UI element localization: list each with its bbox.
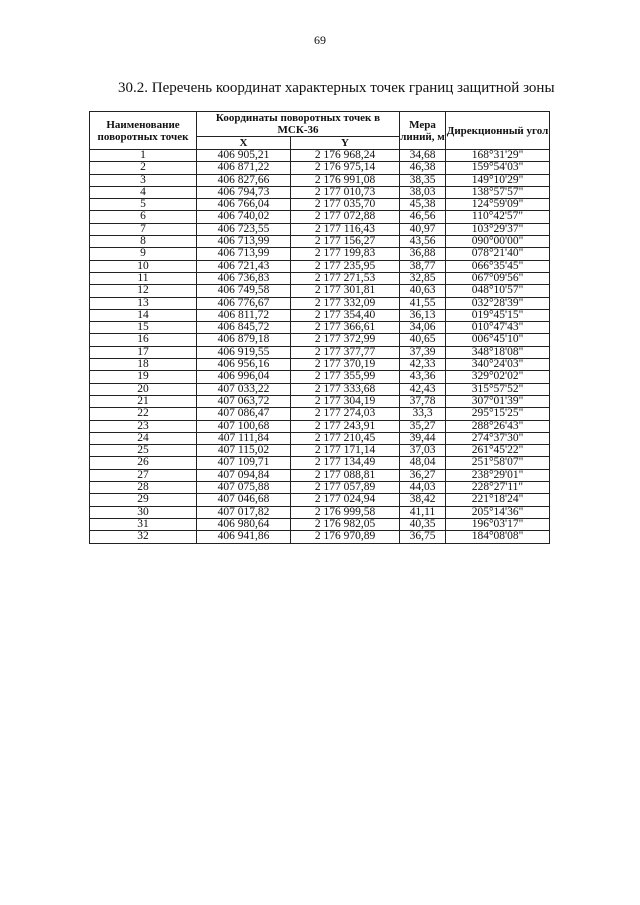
point-number-cell: 29 (90, 494, 197, 506)
x-coordinate-cell: 406 845,72 (197, 322, 291, 334)
y-coordinate-cell: 2 176 975,14 (291, 162, 400, 174)
table-row (90, 457, 550, 469)
direction-angle-cell: 138°57'57" (446, 186, 550, 198)
x-coordinate-cell: 407 063,72 (197, 395, 291, 407)
x-coordinate-cell: 407 111,84 (197, 432, 291, 444)
table-row (90, 420, 550, 432)
direction-angle-cell: 307°01'39" (446, 395, 550, 407)
x-coordinate-cell: 406 996,04 (197, 371, 291, 383)
direction-angle-cell: 315°57'52" (446, 383, 550, 395)
x-coordinate-cell: 407 115,02 (197, 445, 291, 457)
direction-angle-cell: 006°45'10" (446, 334, 550, 346)
x-coordinate-cell: 406 713,99 (197, 236, 291, 248)
direction-angle-cell: 010°47'43" (446, 322, 550, 334)
x-coordinate-cell: 406 905,21 (197, 150, 291, 162)
x-coordinate-cell: 406 794,73 (197, 186, 291, 198)
x-coordinate-cell: 406 956,16 (197, 359, 291, 371)
y-coordinate-cell: 2 177 301,81 (291, 285, 400, 297)
y-coordinate-cell: 2 177 024,94 (291, 494, 400, 506)
x-coordinate-cell: 406 776,67 (197, 297, 291, 309)
y-coordinate-cell: 2 177 271,53 (291, 272, 400, 284)
table-body (90, 150, 550, 544)
direction-angle-cell: 078°21'40" (446, 248, 550, 260)
y-coordinate-cell: 2 176 999,58 (291, 506, 400, 518)
direction-angle-cell: 340°24'03" (446, 359, 550, 371)
direction-angle-cell: 149°10'29" (446, 174, 550, 186)
direction-angle-cell: 110°42'57" (446, 211, 550, 223)
direction-angle-cell: 329°02'02" (446, 371, 550, 383)
x-coordinate-cell: 407 100,68 (197, 420, 291, 432)
point-number-cell: 14 (90, 309, 197, 321)
point-number-cell: 22 (90, 408, 197, 420)
table-row (90, 346, 550, 358)
y-coordinate-cell: 2 177 243,91 (291, 420, 400, 432)
table-row (90, 322, 550, 334)
direction-angle-cell: 274°37'30" (446, 432, 550, 444)
x-coordinate-cell: 406 941,86 (197, 531, 291, 543)
point-number-cell: 15 (90, 322, 197, 334)
y-coordinate-cell: 2 176 970,89 (291, 531, 400, 543)
coordinates-table (89, 111, 550, 544)
point-number-cell: 2 (90, 162, 197, 174)
direction-angle-cell: 205°14'36" (446, 506, 550, 518)
x-coordinate-cell: 406 919,55 (197, 346, 291, 358)
y-coordinate-cell: 2 177 354,40 (291, 309, 400, 321)
line-length-cell: 42,43 (400, 383, 446, 395)
point-number-cell: 30 (90, 506, 197, 518)
line-length-cell: 38,03 (400, 186, 446, 198)
table-row (90, 383, 550, 395)
direction-angle-cell: 251°58'07" (446, 457, 550, 469)
direction-angle-cell: 238°29'01" (446, 469, 550, 481)
y-coordinate-cell: 2 177 199,83 (291, 248, 400, 260)
point-number-cell: 20 (90, 383, 197, 395)
table-row (90, 199, 550, 211)
direction-angle-cell: 090°00'00" (446, 236, 550, 248)
line-length-cell: 38,77 (400, 260, 446, 272)
point-number-cell: 17 (90, 346, 197, 358)
x-coordinate-cell: 407 094,84 (197, 469, 291, 481)
x-coordinate-cell: 406 766,04 (197, 199, 291, 211)
x-coordinate-cell: 406 871,22 (197, 162, 291, 174)
y-coordinate-cell: 2 177 210,45 (291, 432, 400, 444)
point-number-cell: 21 (90, 395, 197, 407)
table-row (90, 334, 550, 346)
direction-angle-cell: 288°26'43" (446, 420, 550, 432)
y-coordinate-cell: 2 177 088,81 (291, 469, 400, 481)
table-row (90, 186, 550, 198)
header-y: Y (291, 137, 400, 150)
line-length-cell: 36,75 (400, 531, 446, 543)
line-length-cell: 48,04 (400, 457, 446, 469)
point-number-cell: 5 (90, 199, 197, 211)
x-coordinate-cell: 406 980,64 (197, 518, 291, 530)
line-length-cell: 40,97 (400, 223, 446, 235)
x-coordinate-cell: 407 086,47 (197, 408, 291, 420)
x-coordinate-cell: 406 713,99 (197, 248, 291, 260)
line-length-cell: 40,63 (400, 285, 446, 297)
line-length-cell: 41,11 (400, 506, 446, 518)
direction-angle-cell: 103°29'37" (446, 223, 550, 235)
direction-angle-cell: 228°27'11" (446, 482, 550, 494)
point-number-cell: 8 (90, 236, 197, 248)
x-coordinate-cell: 406 879,18 (197, 334, 291, 346)
table-row (90, 506, 550, 518)
y-coordinate-cell: 2 177 035,70 (291, 199, 400, 211)
y-coordinate-cell: 2 177 010,73 (291, 186, 400, 198)
point-number-cell: 6 (90, 211, 197, 223)
point-number-cell: 3 (90, 174, 197, 186)
table-row (90, 531, 550, 543)
table-row (90, 272, 550, 284)
table-row (90, 260, 550, 272)
direction-angle-cell: 159°54'03" (446, 162, 550, 174)
line-length-cell: 43,56 (400, 236, 446, 248)
point-number-cell: 10 (90, 260, 197, 272)
direction-angle-cell: 348°18'08" (446, 346, 550, 358)
line-length-cell: 39,44 (400, 432, 446, 444)
table-row (90, 162, 550, 174)
table-row (90, 371, 550, 383)
y-coordinate-cell: 2 177 134,49 (291, 457, 400, 469)
y-coordinate-cell: 2 176 982,05 (291, 518, 400, 530)
table-row (90, 359, 550, 371)
table-row (90, 297, 550, 309)
x-coordinate-cell: 406 721,43 (197, 260, 291, 272)
table-row (90, 518, 550, 530)
line-length-cell: 34,68 (400, 150, 446, 162)
line-length-cell: 36,27 (400, 469, 446, 481)
direction-angle-cell: 221°18'24" (446, 494, 550, 506)
direction-angle-cell: 261°45'22" (446, 445, 550, 457)
point-number-cell: 13 (90, 297, 197, 309)
line-length-cell: 33,3 (400, 408, 446, 420)
point-number-cell: 26 (90, 457, 197, 469)
y-coordinate-cell: 2 177 370,19 (291, 359, 400, 371)
y-coordinate-cell: 2 176 991,08 (291, 174, 400, 186)
point-number-cell: 4 (90, 186, 197, 198)
line-length-cell: 45,38 (400, 199, 446, 211)
line-length-cell: 44,03 (400, 482, 446, 494)
header-x: X (197, 137, 291, 150)
direction-angle-cell: 066°35'45" (446, 260, 550, 272)
point-number-cell: 25 (90, 445, 197, 457)
point-number-cell: 19 (90, 371, 197, 383)
point-number-cell: 23 (90, 420, 197, 432)
direction-angle-cell: 048°10'57" (446, 285, 550, 297)
header-direction-angle: Дирекционный угол (446, 112, 550, 150)
x-coordinate-cell: 407 075,88 (197, 482, 291, 494)
direction-angle-cell: 168°31'29" (446, 150, 550, 162)
direction-angle-cell: 067°09'56" (446, 272, 550, 284)
y-coordinate-cell: 2 177 057,89 (291, 482, 400, 494)
y-coordinate-cell: 2 177 235,95 (291, 260, 400, 272)
section-heading: 30.2. Перечень координат характерных точек границ защитной зоны (118, 80, 555, 96)
line-length-cell: 36,13 (400, 309, 446, 321)
line-length-cell: 38,35 (400, 174, 446, 186)
point-number-cell: 32 (90, 531, 197, 543)
line-length-cell: 40,65 (400, 334, 446, 346)
point-number-cell: 24 (90, 432, 197, 444)
line-length-cell: 32,85 (400, 272, 446, 284)
line-length-cell: 43,36 (400, 371, 446, 383)
line-length-cell: 35,27 (400, 420, 446, 432)
table-row (90, 408, 550, 420)
point-number-cell: 12 (90, 285, 197, 297)
header-point-name: Наименование поворотных точек (90, 112, 197, 150)
line-length-cell: 37,39 (400, 346, 446, 358)
point-number-cell: 27 (90, 469, 197, 481)
x-coordinate-cell: 406 736,83 (197, 272, 291, 284)
x-coordinate-cell: 406 723,55 (197, 223, 291, 235)
table-row (90, 211, 550, 223)
line-length-cell: 42,33 (400, 359, 446, 371)
table-row (90, 285, 550, 297)
direction-angle-cell: 295°15'25" (446, 408, 550, 420)
page-number: 69 (314, 33, 326, 47)
point-number-cell: 31 (90, 518, 197, 530)
table-row (90, 469, 550, 481)
table-row (90, 309, 550, 321)
direction-angle-cell: 124°59'09" (446, 199, 550, 211)
header-coordinates: Координаты поворотных точек в МСК-36 (197, 112, 400, 137)
y-coordinate-cell: 2 176 968,24 (291, 150, 400, 162)
x-coordinate-cell: 407 109,71 (197, 457, 291, 469)
table-row (90, 236, 550, 248)
direction-angle-cell: 019°45'15" (446, 309, 550, 321)
x-coordinate-cell: 406 740,02 (197, 211, 291, 223)
table-row (90, 223, 550, 235)
line-length-cell: 37,03 (400, 445, 446, 457)
line-length-cell: 46,56 (400, 211, 446, 223)
line-length-cell: 38,42 (400, 494, 446, 506)
x-coordinate-cell: 407 046,68 (197, 494, 291, 506)
direction-angle-cell: 184°08'08" (446, 531, 550, 543)
x-coordinate-cell: 406 811,72 (197, 309, 291, 321)
y-coordinate-cell: 2 177 116,43 (291, 223, 400, 235)
y-coordinate-cell: 2 177 372,99 (291, 334, 400, 346)
y-coordinate-cell: 2 177 355,99 (291, 371, 400, 383)
header-line-length: Мера линий, м (400, 112, 446, 150)
table-row (90, 432, 550, 444)
y-coordinate-cell: 2 177 377,77 (291, 346, 400, 358)
line-length-cell: 46,38 (400, 162, 446, 174)
y-coordinate-cell: 2 177 332,09 (291, 297, 400, 309)
y-coordinate-cell: 2 177 072,88 (291, 211, 400, 223)
line-length-cell: 41,55 (400, 297, 446, 309)
point-number-cell: 16 (90, 334, 197, 346)
point-number-cell: 11 (90, 272, 197, 284)
x-coordinate-cell: 407 017,82 (197, 506, 291, 518)
point-number-cell: 1 (90, 150, 197, 162)
point-number-cell: 18 (90, 359, 197, 371)
table-row (90, 445, 550, 457)
point-number-cell: 9 (90, 248, 197, 260)
line-length-cell: 36,88 (400, 248, 446, 260)
table-row (90, 150, 550, 162)
table-row (90, 248, 550, 260)
x-coordinate-cell: 406 827,66 (197, 174, 291, 186)
point-number-cell: 7 (90, 223, 197, 235)
table-row (90, 174, 550, 186)
y-coordinate-cell: 2 177 366,61 (291, 322, 400, 334)
y-coordinate-cell: 2 177 304,19 (291, 395, 400, 407)
line-length-cell: 40,35 (400, 518, 446, 530)
y-coordinate-cell: 2 177 156,27 (291, 236, 400, 248)
x-coordinate-cell: 406 749,58 (197, 285, 291, 297)
y-coordinate-cell: 2 177 274,03 (291, 408, 400, 420)
table-row (90, 494, 550, 506)
line-length-cell: 37,78 (400, 395, 446, 407)
point-number-cell: 28 (90, 482, 197, 494)
table-row (90, 482, 550, 494)
direction-angle-cell: 196°03'17" (446, 518, 550, 530)
line-length-cell: 34,06 (400, 322, 446, 334)
x-coordinate-cell: 407 033,22 (197, 383, 291, 395)
table-row (90, 395, 550, 407)
direction-angle-cell: 032°28'39" (446, 297, 550, 309)
y-coordinate-cell: 2 177 333,68 (291, 383, 400, 395)
y-coordinate-cell: 2 177 171,14 (291, 445, 400, 457)
